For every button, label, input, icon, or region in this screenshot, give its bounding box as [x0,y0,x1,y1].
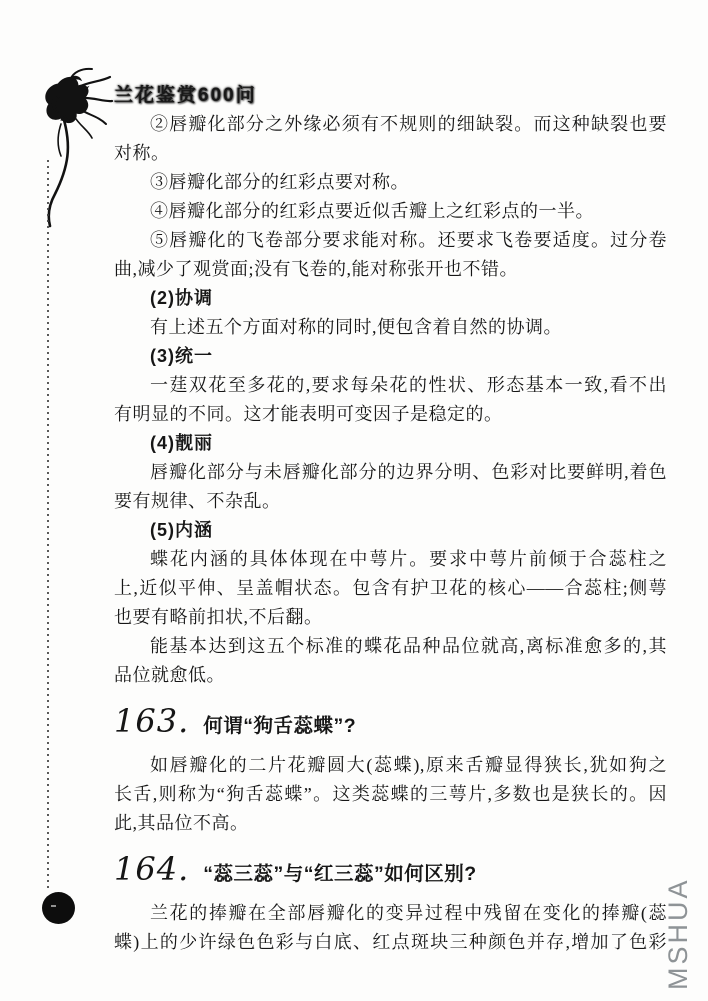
text-line: 一莛双花至多花的,要求每朵花的性状、形态基本一致,看不出 [150,375,667,395]
orchid-ink-sketch-icon [40,66,114,238]
text-line: 要有规律、不杂乱。 [114,491,281,511]
text-line: 此,其品位不高。 [114,813,249,833]
text-line: 长舌,则称为“狗舌蕊蝶”。这类蕊蝶的三萼片,多数也是狭长的。因 [114,784,667,804]
page-number-badge [42,892,75,924]
text-line: 对称。 [114,143,170,163]
book-header-title: 兰花鉴赏600问 [114,85,257,106]
question-heading-164 [114,849,667,895]
text-line: 上,近似平伸、呈盖帽状态。包含有护卫花的核心——合蕊柱;侧萼 [114,578,667,598]
text-line: 曲,减少了观赏面;没有飞卷的,能对称张开也不错。 [114,259,518,279]
text-line: ③唇瓣化部分的红彩点要对称。 [150,172,409,192]
subsection-heading: (2)协调 [150,288,213,308]
subsection-heading: (5)内涵 [150,520,213,540]
margin-dotted-rule [47,160,49,888]
text-line: ②唇瓣化部分之外缘必须有不规则的细缺裂。而这种缺裂也要 [150,114,667,134]
question-heading-163 [114,701,667,747]
subsection-heading: (3)统一 [150,346,213,366]
question-number: 164. [114,850,190,888]
text-line: 有明显的不同。这才能表明可变因子是稳定的。 [114,404,503,424]
question-title: 何谓“狗舌蕊蝶”? [203,715,357,737]
question-number: 163. [114,702,190,740]
text-line: 品位就愈低。 [114,665,225,685]
text-line: 蝶花内涵的具体体现在中萼片。要求中萼片前倾于合蕊柱之 [150,549,667,569]
text-line: ④唇瓣化部分的红彩点要近似舌瓣上之红彩点的一半。 [150,201,594,221]
watermark: MSHUA [663,877,693,990]
text-line: 蝶)上的少许绿色色彩与白底、红点斑块三种颜色并存,增加了色彩 [114,932,667,952]
text-line: 也要有略前扣状,不后翻。 [114,607,323,627]
text-line: 如唇瓣化的二片花瓣圆大(蕊蝶),原来舌瓣显得狭长,犹如狗之 [150,755,667,775]
text-line: ⑤唇瓣化的飞卷部分要求能对称。还要求飞卷要适度。过分卷 [150,230,667,250]
text-line: 兰花的捧瓣在全部唇瓣化的变异过程中残留在变化的捧瓣(蕊 [150,903,667,923]
text-line: 唇瓣化部分与未唇瓣化部分的边界分明、色彩对比要鲜明,着色 [150,462,667,482]
question-163-answer [114,751,667,838]
question-title: “蕊三蕊”与“红三蕊”如何区别? [203,863,477,885]
text-line: 有上述五个方面对称的同时,便包含着自然的协调。 [150,317,562,337]
subsection-heading: (4)靓丽 [150,433,213,453]
text-line: 能基本达到这五个标准的蝶花品种品位就高,离标准愈多的,其 [150,636,667,656]
page-body [114,110,667,957]
question-164-answer [114,899,667,957]
